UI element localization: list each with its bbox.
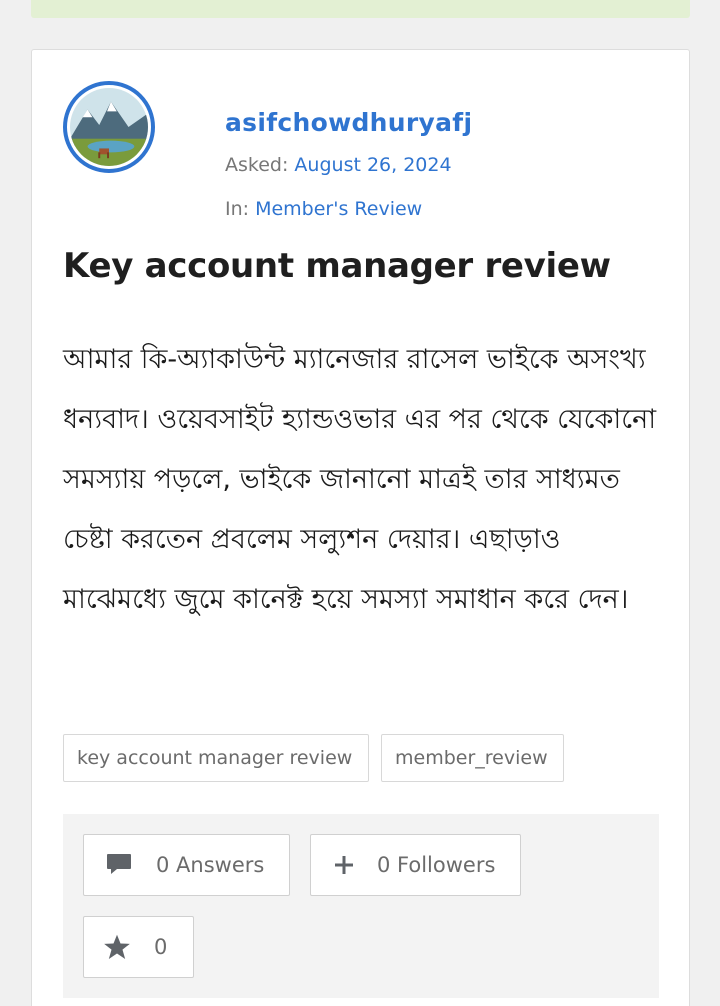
- star-icon: [102, 933, 132, 961]
- question-body: আমার কি-অ্যাকাউন্ট ম্যানেজার রাসেল ভাইকে অসংখ্য ধন্যবাদ। ওয়েবসাইট হ্যান্ডওভার এর পর থেকে যেকোনো সমস্যায় পড়লে, ভাইকে জানানো মাত্রই তার সাধ্যমত চেষ্টা করতেন প্রবলেম সল্যুশন দেয়ার। এছাড়াও মাঝেমধ্যে জুমে কানেক্ট হয়ে সমস্যা সমাধান করে দেন।: [63, 344, 657, 615]
- top-banner: [31, 0, 690, 18]
- asked-date-link[interactable]: August 26, 2024: [294, 154, 452, 176]
- avatar-image: [70, 88, 148, 166]
- followers-count: 0 Followers: [377, 853, 496, 877]
- asked-meta: [225, 154, 452, 176]
- category-link[interactable]: Member's Review: [255, 198, 423, 220]
- answers-count: 0 Answers: [156, 853, 265, 877]
- author-username-link[interactable]: asifchowdhuryafj: [225, 108, 473, 137]
- in-label: In:: [225, 198, 250, 220]
- favorites-count: 0: [154, 935, 168, 959]
- answers-button[interactable]: [83, 834, 290, 896]
- comment-icon: [104, 853, 134, 877]
- favorite-button[interactable]: [83, 916, 194, 978]
- tag-member-review[interactable]: member_review: [381, 734, 564, 782]
- follow-button[interactable]: [310, 834, 521, 896]
- tag-key-account-manager-review[interactable]: key account manager review: [63, 734, 369, 782]
- question-card: [31, 49, 690, 1006]
- category-meta: [225, 198, 422, 220]
- avatar[interactable]: [63, 81, 155, 173]
- asked-label: Asked:: [225, 154, 289, 176]
- question-stats-panel: [63, 814, 659, 998]
- question-title[interactable]: Key account manager review: [63, 246, 611, 286]
- plus-icon: [329, 855, 359, 875]
